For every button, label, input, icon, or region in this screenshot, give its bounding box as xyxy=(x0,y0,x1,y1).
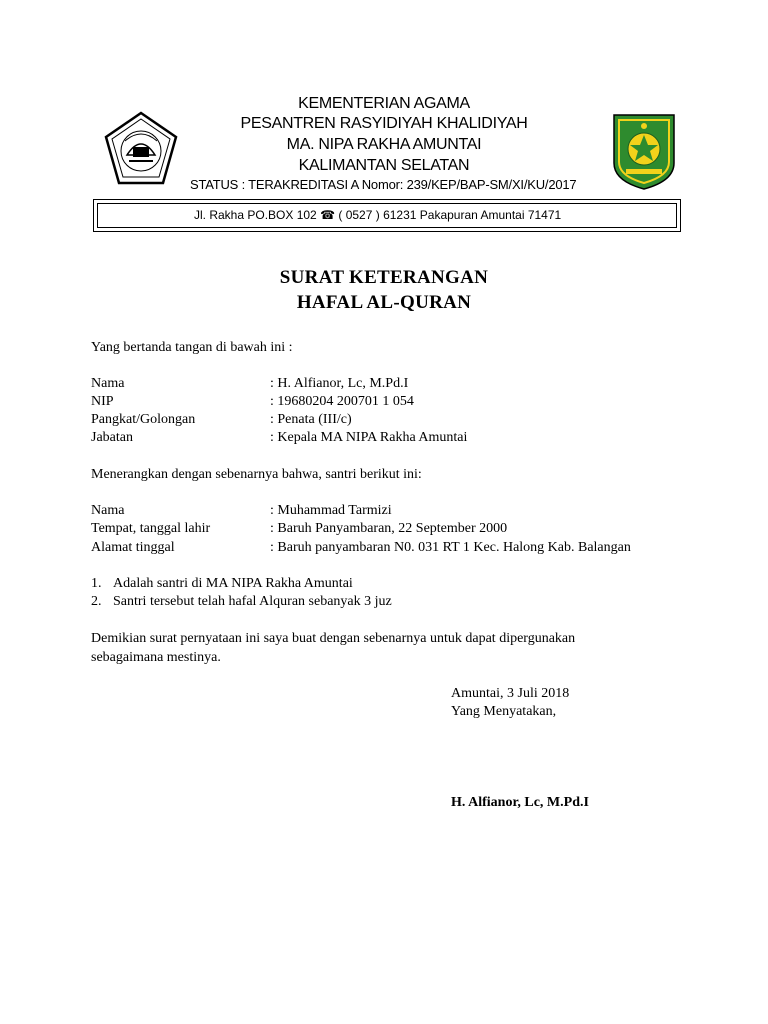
student-birth-value: : Baruh Panyambaran, 22 September 2000 xyxy=(270,521,508,536)
signer-position-label: Jabatan xyxy=(91,430,133,445)
header-line-4: KALIMANTAN SELATAN xyxy=(298,157,470,174)
point-2-text: Santri tersebut telah hafal Alquran sebanyak 3 juz xyxy=(113,594,392,609)
phone-icon: ☎ xyxy=(320,208,336,222)
student-name-value: : Muhammad Tarmizi xyxy=(270,503,392,518)
accreditation-status: STATUS : TERAKREDITASI A Nomor: 239/KEP/BAP-SM/XI/KU/2017 xyxy=(190,177,577,192)
document-title-line-1: SURAT KETERANGAN xyxy=(279,267,489,288)
point-1-number: 1. xyxy=(91,576,102,591)
signer-rank-value: : Penata (III/c) xyxy=(270,412,352,427)
signature-place-date: Amuntai, 3 Juli 2018 xyxy=(451,686,570,701)
student-name-label: Nama xyxy=(91,503,125,518)
kemenag-logo xyxy=(608,111,680,191)
student-birth-label: Tempat, tanggal lahir xyxy=(91,521,211,536)
signer-position-value: : Kepala MA NIPA Rakha Amuntai xyxy=(270,430,468,445)
student-address-value: : Baruh panyambaran N0. 031 RT 1 Kec. Halong Kab. Balangan xyxy=(270,540,631,555)
signer-name-value: : H. Alfianor, Lc, M.Pd.I xyxy=(270,376,409,391)
signature-role: Yang Menyatakan, xyxy=(451,704,557,719)
document-title-line-2: HAFAL AL-QURAN xyxy=(296,292,472,313)
address-phone-city: ( 0527 ) 61231 Pakapuran Amuntai 71471 xyxy=(338,208,562,222)
pesantren-logo xyxy=(103,111,179,187)
point-2-number: 2. xyxy=(91,594,102,609)
address-street: Jl. Rakha PO.BOX 102 xyxy=(194,208,317,222)
signature-name: H. Alfianor, Lc, M.Pd.I xyxy=(451,795,589,810)
signer-nip-label: NIP xyxy=(91,394,114,409)
point-1-text: Adalah santri di MA NIPA Rakha Amuntai xyxy=(113,576,353,591)
statement-text: Menerangkan dengan sebenarnya bahwa, santri berikut ini: xyxy=(91,467,422,482)
signer-name-label: Nama xyxy=(91,376,125,391)
signer-rank-label: Pangkat/Golongan xyxy=(91,412,196,427)
address-box xyxy=(93,199,681,232)
closing-line-2: sebagaimana mestinya. xyxy=(91,650,221,665)
header-line-3: MA. NIPA RAKHA AMUNTAI xyxy=(286,136,482,153)
intro-text: Yang bertanda tangan di bawah ini : xyxy=(91,340,293,355)
student-address-label: Alamat tinggal xyxy=(91,540,175,555)
address-inner-border xyxy=(97,203,677,228)
closing-line-1: Demikian surat pernyataan ini saya buat dengan sebenarnya untuk dapat dipergunakan xyxy=(91,631,576,646)
header-line-1: KEMENTERIAN AGAMA xyxy=(298,95,470,112)
signer-nip-value: : 19680204 200701 1 054 xyxy=(270,394,414,409)
address-line xyxy=(194,208,561,222)
header-line-2: PESANTREN RASYIDIYAH KHALIDIYAH xyxy=(240,115,528,132)
